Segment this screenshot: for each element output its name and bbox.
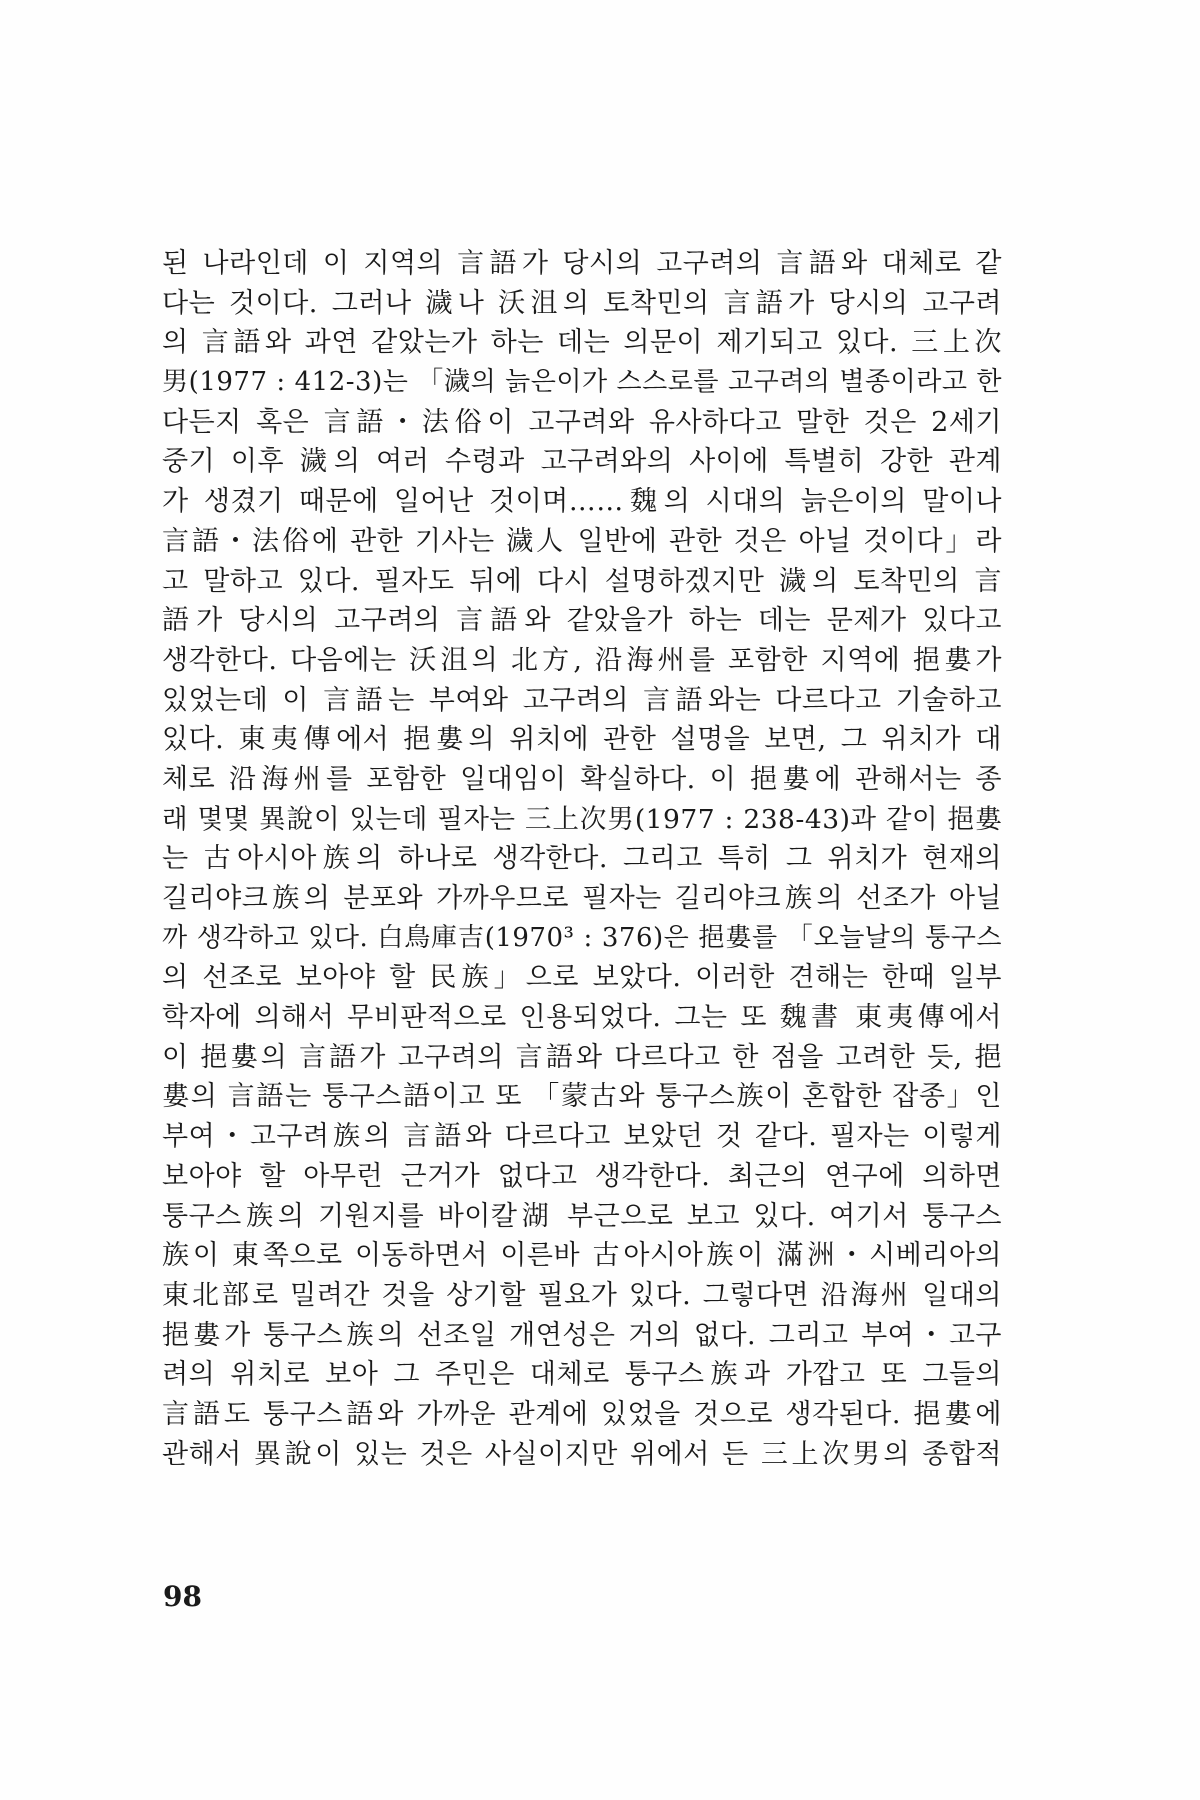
text-line: 挹婁가 퉁구스族의 선조일 개연성은 거의 없다. 그리고 부여・고구 — [162, 1319, 1002, 1351]
text-line: 이 挹婁의 言語가 고구려의 言語와 다르다고 한 점을 고려한 듯, 挹 — [162, 1041, 1002, 1073]
text-line: 있었는데 이 言語는 부여와 고구려의 言語와는 다르다고 기술하고 — [162, 684, 1002, 716]
text-line: 중기 이후 濊의 여러 수령과 고구려와의 사이에 특별히 강한 관계 — [162, 446, 1002, 478]
text-line: 래 몇몇 異說이 있는데 필자는 三上次男(1977 : 238-43)과 같이 挹婁 — [162, 803, 1002, 835]
text-line: 다든지 혹은 言語・法俗이 고구려와 유사하다고 말한 것은 2세기 — [162, 406, 1002, 438]
text-line: 까 생각하고 있다. 白鳥庫吉(1970³ : 376)은 挹婁를 「오늘날의 퉁구스 — [162, 922, 1002, 953]
text-line: 퉁구스族의 기원지를 바이칼湖 부근으로 보고 있다. 여기서 퉁구스 — [162, 1200, 1002, 1232]
text-line: 고 말하고 있다. 필자도 뒤에 다시 설명하겠지만 濊의 토착민의 言 — [162, 565, 1002, 597]
text-line: 길리야크族의 분포와 가까우므로 필자는 길리야크族의 선조가 아닐 — [162, 883, 1002, 914]
text-line: 관해서 異說이 있는 것은 사실이지만 위에서 든 三上次男의 종합적 — [162, 1438, 1002, 1470]
text-line: 의 선조로 보아야 할 民族」으로 보았다. 이러한 견해는 한때 일부 — [162, 962, 1002, 994]
text-line: 婁의 言語는 퉁구스語이고 또 「蒙古와 퉁구스族이 혼합한 잡종」인 — [162, 1081, 1002, 1113]
text-line: 체로 沿海州를 포함한 일대임이 확실하다. 이 挹婁에 관해서는 종 — [162, 763, 1002, 795]
text-line: 는 古아시아族의 하나로 생각한다. 그리고 특히 그 위치가 현재의 — [162, 843, 1002, 875]
text-line: 가 생겼기 때문에 일어난 것이며……魏의 시대의 늙은이의 말이나 — [162, 486, 1002, 518]
text-line: 言語도 퉁구스語와 가까운 관계에 있었을 것으로 생각된다. 挹婁에 — [162, 1398, 1002, 1430]
text-line: 려의 위치로 보아 그 주민은 대체로 퉁구스族과 가깝고 또 그들의 — [162, 1359, 1002, 1391]
text-line: 보아야 할 아무런 근거가 없다고 생각한다. 최근의 연구에 의하면 — [162, 1160, 1002, 1192]
text-line: 語가 당시의 고구려의 言語와 같았을가 하는 데는 문제가 있다고 — [162, 605, 1002, 637]
text-line: 다는 것이다. 그러나 濊나 沃沮의 토착민의 言語가 당시의 고구려 — [162, 287, 1002, 319]
text-line: 있다. 東夷傳에서 挹婁의 위치에 관한 설명을 보면, 그 위치가 대 — [162, 724, 1002, 756]
text-line: 부여・고구려族의 言語와 다르다고 보았던 것 같다. 필자는 이렇게 — [162, 1121, 1002, 1153]
text-line: 東北部로 밀려간 것을 상기할 필요가 있다. 그렇다면 沿海州 일대의 — [162, 1279, 1002, 1311]
text-line: 言語・法俗에 관한 기사는 濊人 일반에 관한 것은 아닐 것이다」라 — [162, 525, 1002, 557]
text-line: 男(1977 : 412-3)는 「濊의 늙은이가 스스로를 고구려의 별종이라고 한 — [162, 367, 1002, 398]
text-line: 의 言語와 과연 같았는가 하는 데는 의문이 제기되고 있다. 三上次 — [162, 327, 1002, 359]
body-text — [162, 244, 1002, 1474]
page-number: 98 — [163, 1580, 202, 1613]
text-line: 생각한다. 다음에는 沃沮의 北方, 沿海州를 포함한 지역에 挹婁가 — [162, 644, 1002, 676]
text-line: 된 나라인데 이 지역의 言語가 당시의 고구려의 言語와 대체로 같 — [162, 248, 1002, 279]
text-line: 族이 東쪽으로 이동하면서 이른바 古아시아族이 滿洲・시베리아의 — [162, 1240, 1002, 1272]
text-line: 학자에 의해서 무비판적으로 인용되었다. 그는 또 魏書 東夷傳에서 — [162, 1002, 1002, 1034]
